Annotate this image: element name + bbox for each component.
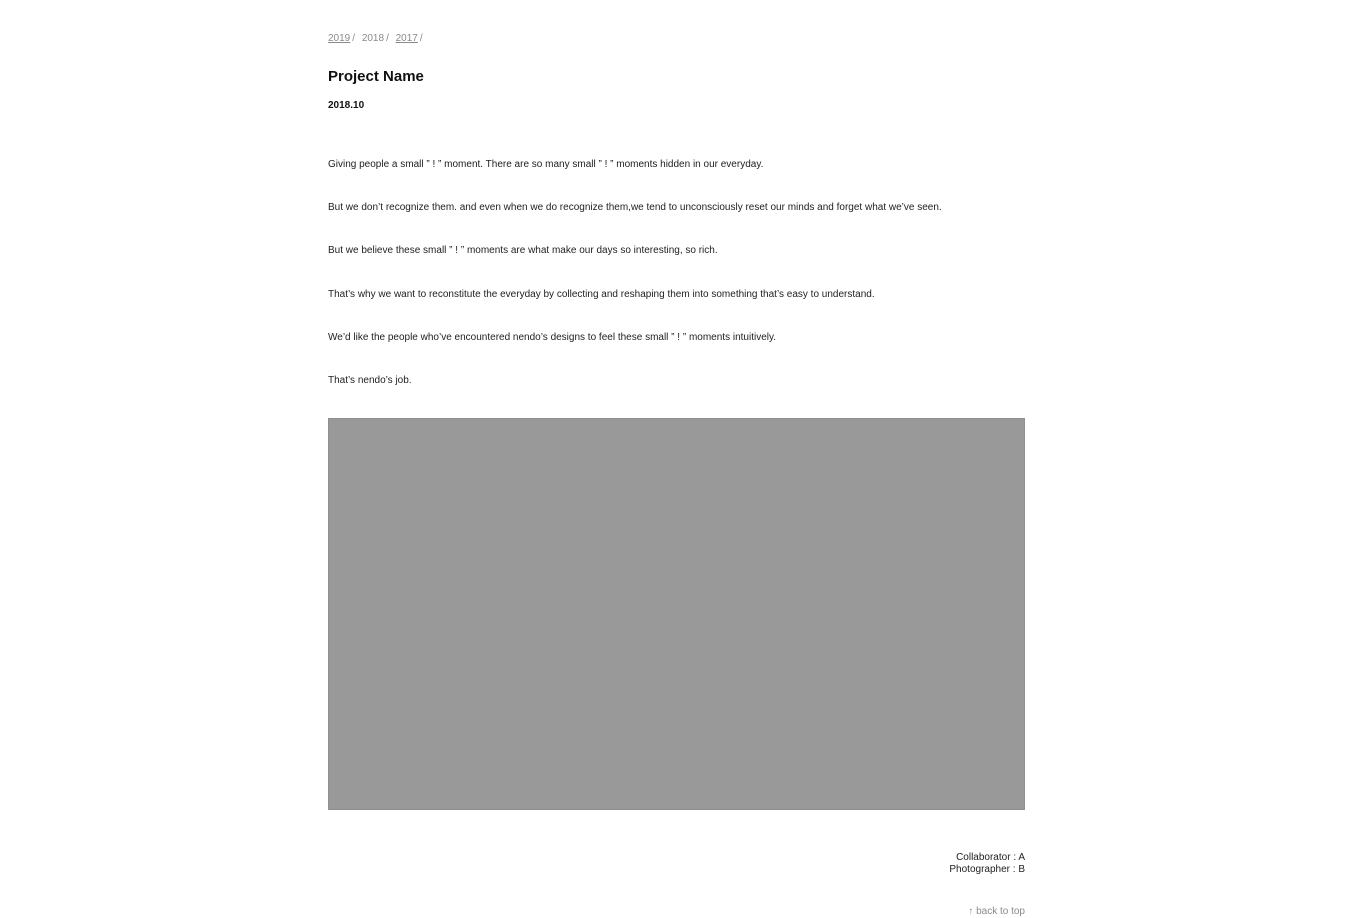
description-paragraph: We’d like the people who’ve encountered nendo’s designs to feel these small ” ! ” moments intuitively. xyxy=(328,332,777,343)
description-paragraph: But we believe these small ” ! ” moments are what make our days so interesting, so rich. xyxy=(328,245,718,256)
description-paragraph: Giving people a small ” ! ” moment. There are so many small ” ! ” moments hidden in our everyday. xyxy=(328,159,764,170)
year-current-2018: 2018 xyxy=(361,33,385,44)
year-link-2019[interactable]: 2019 xyxy=(328,33,351,44)
year-separator: / xyxy=(352,33,356,44)
year-navigation xyxy=(328,33,427,45)
project-date: 2018.10 xyxy=(328,100,365,111)
project-title: Project Name xyxy=(328,68,424,85)
collaborator-credit: Collaborator : A xyxy=(956,852,1025,863)
year-link-2017[interactable]: 2017 xyxy=(395,33,418,44)
year-separator: / xyxy=(419,33,423,44)
back-to-top-link[interactable]: ↑ back to top xyxy=(968,906,1025,917)
description-paragraph: That’s nendo’s job. xyxy=(328,375,412,386)
photographer-credit: Photographer : B xyxy=(949,864,1025,875)
year-separator: / xyxy=(386,33,389,44)
project-image-placeholder xyxy=(328,418,1025,810)
credits xyxy=(949,852,1025,876)
description-paragraph: But we don’t recognize them. and even when we do recognize them,we tend to unconsciously reset our minds and forget what we’ve seen. xyxy=(328,202,942,213)
description-paragraph: That’s why we want to reconstitute the everyday by collecting and reshaping them into something that’s easy to understand. xyxy=(328,289,875,300)
